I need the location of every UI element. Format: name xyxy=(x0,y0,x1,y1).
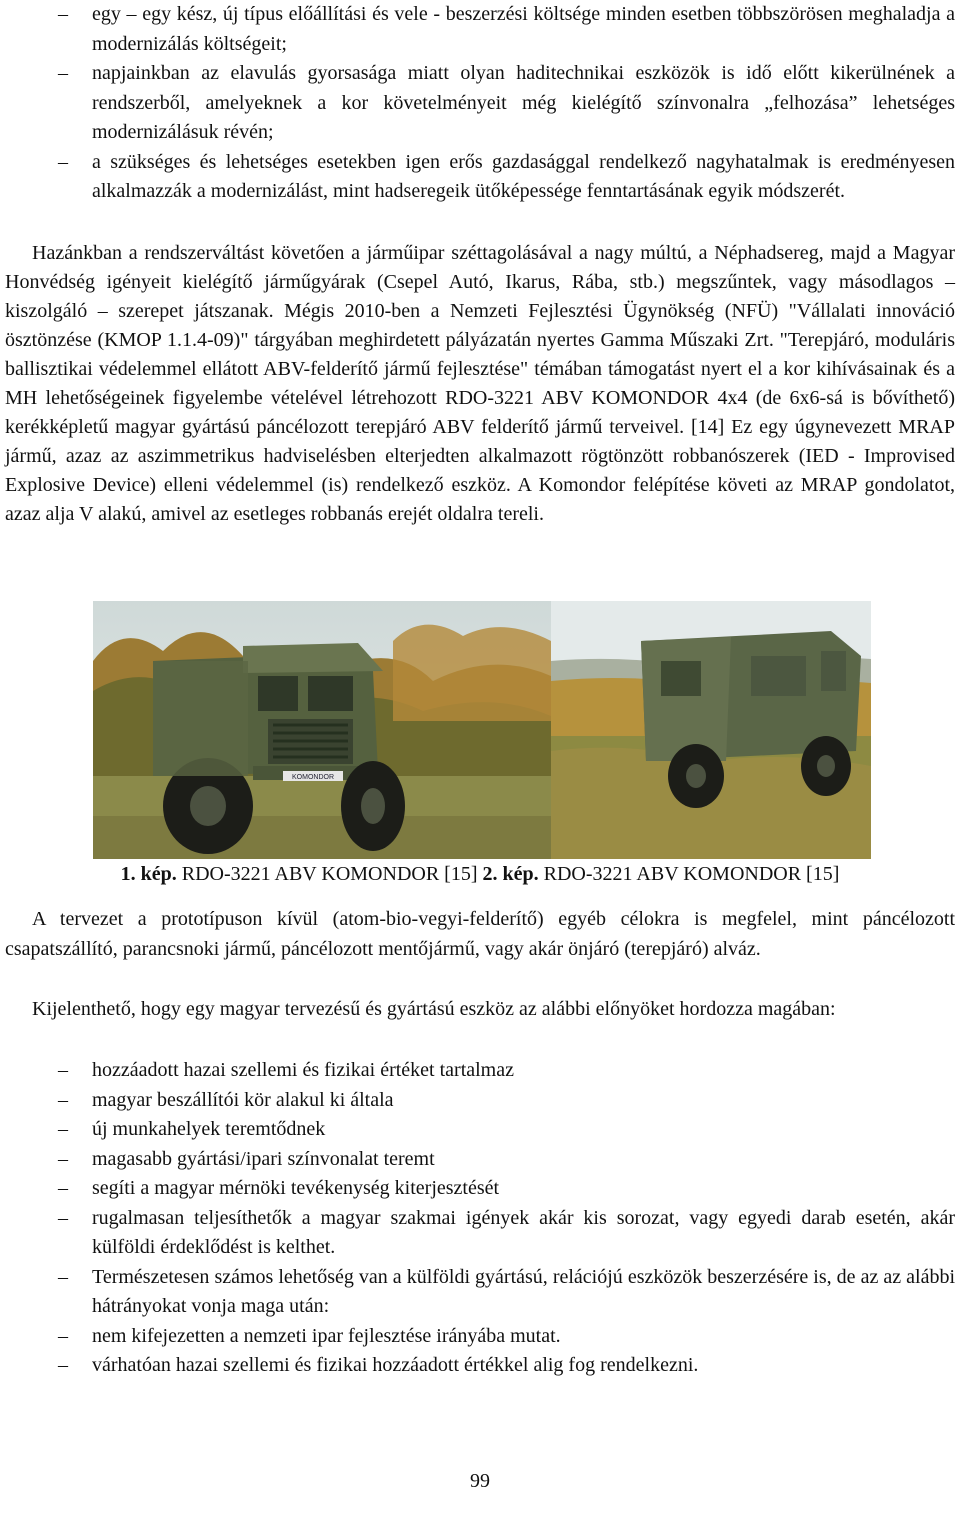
list-item xyxy=(5,0,955,59)
list-item xyxy=(5,1115,955,1145)
list-item xyxy=(5,1351,955,1381)
page-number: 99 xyxy=(470,1470,490,1492)
figure-caption xyxy=(5,860,955,890)
dash-bullet: – xyxy=(58,1088,68,1111)
caption-2-label: 2. kép. xyxy=(482,863,539,885)
list-item-text: egy – egy kész, új típus előállítási és vele - beszerzési költsége minden esetben többszörösen meghaladja a modernizálás költségeit; xyxy=(92,3,955,55)
list-item xyxy=(5,1056,955,1086)
paragraph-advantages: Kijelenthető, hogy egy magyar tervezésű és gyártású eszköz az alábbi előnyöket hordozza magában: xyxy=(32,998,836,1020)
caption-1-text: RDO-3221 ABV KOMONDOR [15] xyxy=(176,863,483,885)
list-item-text: nem kifejezetten a nemzeti ipar fejlesztése irányába mutat. xyxy=(92,1324,561,1347)
dash-bullet: – xyxy=(58,1324,68,1347)
dash-bullet: – xyxy=(58,3,68,25)
dash-bullet: – xyxy=(58,1354,68,1376)
list-item xyxy=(5,1145,955,1175)
list-item-text: várhatóan hazai szellemi és fizikai hozzáadott értékkel alig fog rendelkezni. xyxy=(92,1354,699,1376)
list-item-text: a szükséges és lehetséges esetekben igen erős gazdasággal rendelkező nagyhatalmak is eredményesen alkalmazzák a modernizálást, mint hadseregeik ütőképessége fenntartásának egyik módszerét. xyxy=(92,150,955,202)
komondor-rear-photo xyxy=(551,601,871,859)
main-paragraph: Hazánkban a rendszerváltást követően a járműipar széttagolásával a nagy múltú, a Néphadsereg, majd a Magyar Honvédség igényeit kielégítő járműgyárak (Csepel Autó, Ikarus, Rába, stb.) megszűntek, vagy másodlagos – kiszolgáló – szerepet játszanak. Mégis 2010-ben a Nemzeti Fejlesztési Ügynökség (NFÜ) "Vállalati innováció ösztönzése (KMOP 1.1.4-09)" tárgyában meghirdetett pályázatán nyertes Gamma Műszaki Zrt. "Terepjáró, moduláris ballisztikai védelemmel ellátott ABV-felderítő jármű fejlesztése" témában támogatást nyert el a kor kihívásainak és a MH lehetőségeinek figyelembe vételével létrehozott RDO-3221 ABV KOMONDOR 4x4 (de 6x6-sá is bővíthető) kerékképletű magyar gyártású páncélozott terepjáró ABV felderítő jármű terveivel. [14] Ez egy úgynevezett MRAP jármű, azaz az aszimmetrikus hadviselésben elterjedten alkalmazott rögtönzött robbanószerek (IED - Improvised Explosive Device) elleni védelemmel (is) rendelkező eszköz. A Komondor felépítése követi az MRAP gondolatot, azaz alja V alakú, amivel az esetleges robbanás erejét oldalra tereli. xyxy=(5,242,955,525)
komondor-front-photo xyxy=(93,601,551,859)
dash-bullet: – xyxy=(58,1147,68,1170)
list-item xyxy=(5,1174,955,1204)
list-item-text: napjainkban az elavulás gyorsasága miatt olyan haditechnikai eszközök is idő előtt kikerülnének a rendszerből, amelyeknek a kor követelményeit még kielégítő színvonalra „felhozása” lehetséges modernizálásuk révén; xyxy=(92,62,955,143)
dash-bullet: – xyxy=(58,1265,68,1288)
advantages-bullet-list xyxy=(5,1056,955,1381)
list-item xyxy=(5,1263,955,1322)
dash-bullet: – xyxy=(58,1059,68,1081)
list-item-text: magasabb gyártási/ipari színvonalat teremt xyxy=(92,1147,435,1170)
list-item-text: hozzáadott hazai szellemi és fizikai értéket tartalmaz xyxy=(92,1059,514,1081)
dash-bullet: – xyxy=(58,1177,68,1199)
list-item-text: új munkahelyek teremtődnek xyxy=(92,1118,326,1140)
dash-bullet: – xyxy=(58,1118,68,1140)
list-item-text: magyar beszállítói kör alakul ki általa xyxy=(92,1088,394,1111)
dash-bullet: – xyxy=(58,1206,68,1229)
license-plate-text: KOMONDOR xyxy=(292,774,334,781)
dash-bullet: – xyxy=(58,150,68,173)
list-item-text: rugalmasan teljesíthetők a magyar szakmai igények akár kis sorozat, vagy egyedi darab esetén, akár külföldi érdeklődést is kelthet. xyxy=(92,1206,955,1258)
dash-bullet: – xyxy=(58,62,68,84)
caption-1-label: 1. kép. xyxy=(120,863,177,885)
top-bullet-list xyxy=(5,0,955,207)
list-item xyxy=(5,59,955,148)
list-item xyxy=(5,1086,955,1116)
list-item-text: Természetesen számos lehetőség van a külföldi gyártású, relációjú eszközök beszerzésére is, de az az alábbi hátrányokat vonja maga után: xyxy=(92,1265,955,1317)
figure-photos xyxy=(93,601,873,859)
list-item xyxy=(5,1204,955,1263)
paragraph-prototype: A tervezet a prototípuson kívül (atom-bio-vegyi-felderítő) egyéb célokra is megfelel, mint páncélozott csapatszállító, parancsnoki jármű, páncélozott mentőjármű, vagy akár önjáró (terepjáró) alváz. xyxy=(5,908,955,960)
list-item-text: segíti a magyar mérnöki tevékenység kiterjesztését xyxy=(92,1177,500,1199)
list-item xyxy=(5,1322,955,1352)
caption-2-text: RDO-3221 ABV KOMONDOR [15] xyxy=(538,863,840,885)
list-item xyxy=(5,148,955,207)
